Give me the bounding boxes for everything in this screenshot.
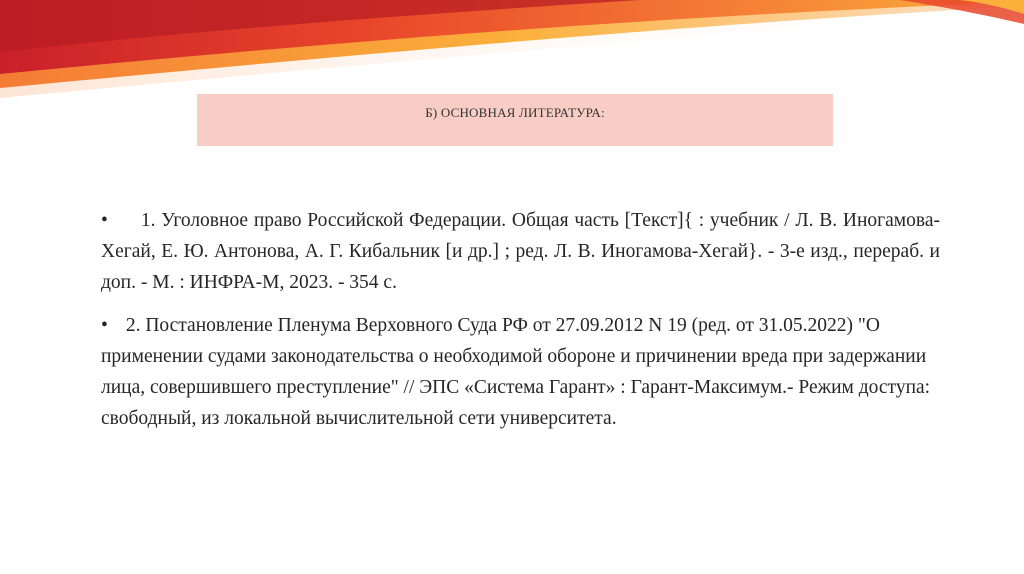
list-item — [101, 310, 940, 434]
list-item — [101, 205, 940, 298]
bullet: • — [101, 210, 108, 231]
literature-list — [101, 205, 940, 446]
bullet: • — [101, 315, 108, 336]
section-heading: Б) ОСНОВНАЯ ЛИТЕРАТУРА: — [425, 105, 605, 120]
list-item-text: 1. Уголовное право Российской Федерации. Общая часть [Текст]{ : учебник / Л. В. Иногамова-Хегай, Е. Ю. Антонова, А. Г. Кибальник [и др.] ; ред. Л. В. Иногамова-Хегай}. - 3-е изд., перераб. и доп. - М. : ИНФРА-М, 2023. - 354 с. — [101, 210, 940, 293]
list-item-text: 2. Постановление Пленума Верховного Суда РФ от 27.09.2012 N 19 (ред. от 31.05.2022) "О применении судами законодательства о необходимой обороне и причинении вреда при задержании лица, совершившего преступление" // ЭПС «Система Гарант» : Гарант-Максимум.- Режим доступа: свободный, из локальной вычислительной сети университета. — [101, 315, 931, 429]
heading-box — [197, 94, 833, 146]
